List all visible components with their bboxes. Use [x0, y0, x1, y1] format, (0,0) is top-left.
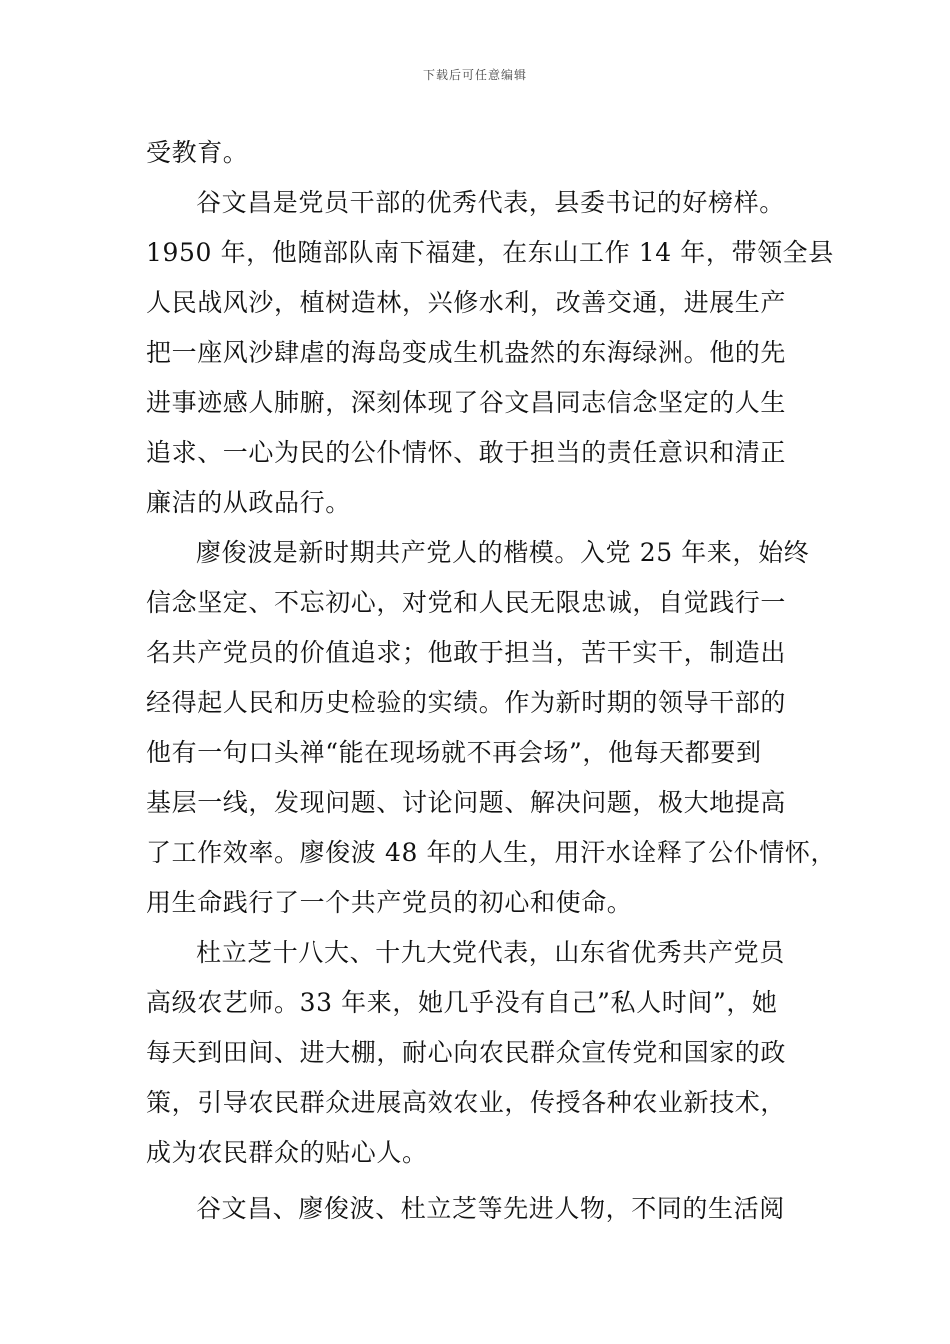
- text-line: 高级农艺师。33 年来，她几乎没有自己”私人时间”，她: [146, 988, 778, 1017]
- text-line: 基层一线，发现问题、讨论问题、解决问题，极大地提高: [146, 788, 787, 817]
- text-line: 每天到田间、进大棚，耐心向农民群众宣传党和国家的政: [146, 1038, 787, 1067]
- text-line: 用生命践行了一个共产党员的初心和使命。: [146, 888, 633, 917]
- text-line: 名共产党员的价值追求；他敢于担当，苦干实干，制造出: [146, 638, 787, 667]
- text-line: 人民战风沙，植树造林，兴修水利，改善交通，进展生产: [146, 288, 787, 317]
- paragraph-start-line: 谷文昌是党员干部的优秀代表，县委书记的好榜样。: [196, 188, 785, 217]
- text-line: 廉洁的从政品行。: [146, 488, 351, 517]
- text-line: 受教育。: [146, 138, 249, 167]
- paragraph-start-line: 谷文昌、廖俊波、杜立芝等先进人物，不同的生活阅: [196, 1194, 785, 1223]
- paragraph-start-line: 廖俊波是新时期共产党人的楷模。入党 25 年来，始终: [196, 538, 810, 567]
- text-line: 进事迹感人肺腑，深刻体现了谷文昌同志信念坚定的人生: [146, 388, 787, 417]
- text-line: 追求、一心为民的公仆情怀、敢于担当的责任意识和清正: [146, 438, 787, 467]
- paragraph-start-line: 杜立芝十八大、十九大党代表，山东省优秀共产党员: [196, 938, 785, 967]
- text-line: 信念坚定、不忘初心，对党和人民无限忠诚，自觉践行一: [146, 588, 787, 617]
- document-body: [146, 128, 837, 1234]
- page-header: 下载后可任意编辑: [422, 68, 527, 82]
- text-line: 了工作效率。廖俊波 48 年的人生，用汗水诠释了公仆情怀，: [146, 838, 837, 867]
- text-line: 他有一句口头禅“能在现场就不再会场”，他每天都要到: [146, 738, 762, 767]
- text-line: 把一座风沙肆虐的海岛变成生机盎然的东海绿洲。他的先: [146, 338, 787, 367]
- text-line: 成为农民群众的贴心人。: [146, 1138, 428, 1167]
- text-line: 1950 年，他随部队南下福建，在东山工作 14 年，带领全县: [146, 238, 834, 267]
- text-line: 经得起人民和历史检验的实绩。作为新时期的领导干部的: [146, 688, 787, 717]
- text-line: 策，引导农民群众进展高效农业，传授各种农业新技术，: [146, 1088, 787, 1117]
